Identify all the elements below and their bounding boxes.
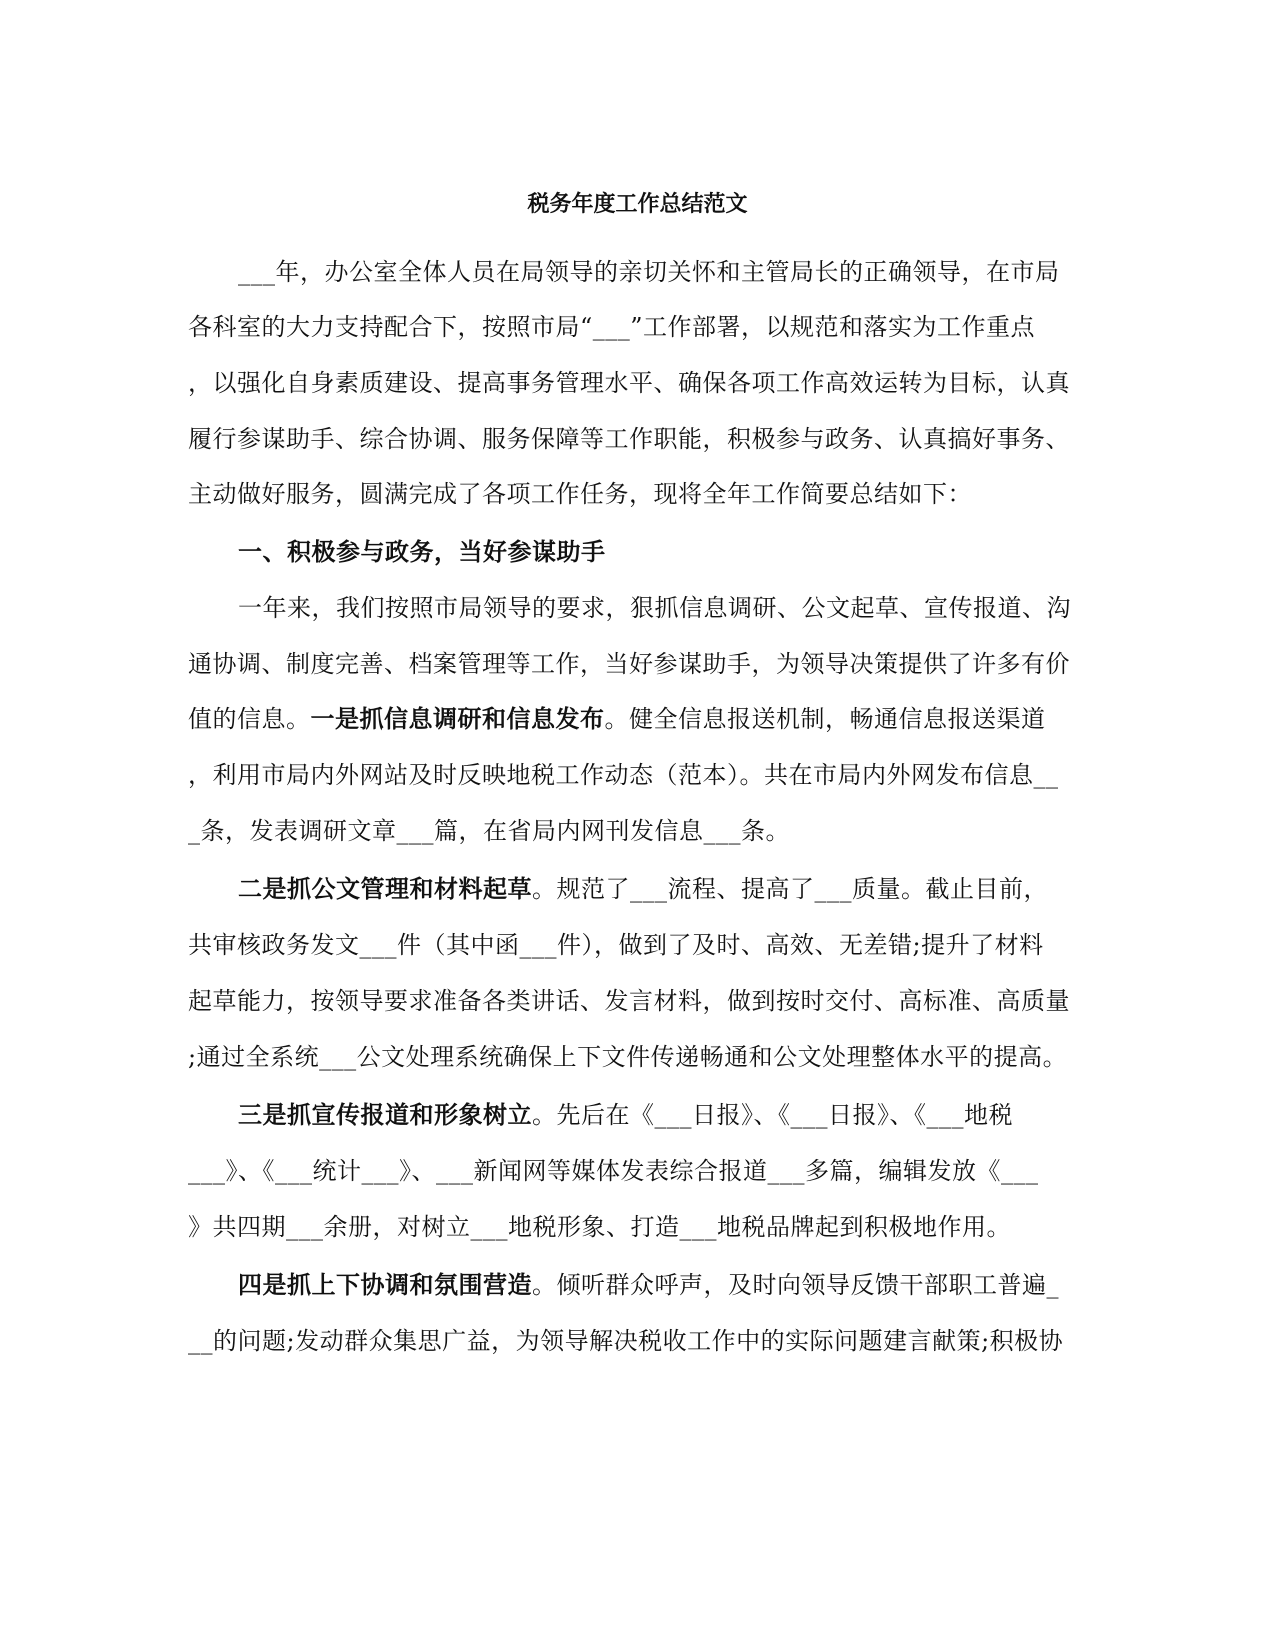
paragraph-line: 履行参谋助手、综合协调、服务保障等工作职能，积极参与政务、认真搞好事务、 [188,425,1070,453]
document-title: 税务年度工作总结范文 [527,191,748,217]
paragraph-line: 主动做好服务，圆满完成了各项工作任务，现将全年工作简要总结如下： [188,480,972,508]
item-heading: 三是抓宣传报道和形象树立 [238,1100,532,1129]
paragraph-line: 一年来，我们按照市局领导的要求，狠抓信息调研、公文起草、宣传报道、沟 [238,594,1071,622]
paragraph-text: 。规范了___流程、提高了___质量。截止目前， [532,875,1048,903]
paragraph-line: ___年，办公室全体人员在局领导的亲切关怀和主管局长的正确领导，在市局 [238,258,1060,286]
paragraph-line: 》共四期___余册，对树立___地税形象、打造___地税品牌起到积极地作用。 [188,1213,1011,1241]
paragraph-line: ___》、《___统计___》、___新闻网等媒体发表综合报道___多篇，编辑发放《___ [188,1157,1039,1185]
paragraph-line [238,873,1088,905]
paragraph-line [238,1269,1088,1301]
paragraph-line: 共审核政务发文___件（其中函___件），做到了及时、高效、无差错;提升了材料 [188,931,1044,959]
item-heading: 一是抓信息调研和信息发布 [310,704,605,733]
paragraph-line: 起草能力，按领导要求准备各类讲话、发言材料，做到按时交付、高标准、高质量 [188,987,1070,1015]
paragraph-line: 通协调、制度完善、档案管理等工作，当好参谋助手，为领导决策提供了许多有价 [188,650,1070,678]
paragraph-text: 值的信息。 [188,705,311,733]
paragraph-text: 。倾听群众呼声，及时向领导反馈干部职工普遍_ [532,1271,1059,1299]
paragraph-text: 。健全信息报送机制，畅通信息报送渠道 [604,705,1046,733]
item-heading: 四是抓上下协调和氛围营造 [238,1270,532,1299]
item-heading: 二是抓公文管理和材料起草 [238,874,532,903]
paragraph-line: ，利用市局内外网站及时反映地税工作动态（范本）。共在市局内外网发布信息__ [188,761,1059,789]
paragraph-line: ;通过全系统___公文处理系统确保上下文件传递畅通和公文处理整体水平的提高。 [188,1043,1068,1071]
paragraph-line: __的问题;发动群众集思广益，为领导解决税收工作中的实际问题建言献策;积极协 [188,1327,1064,1355]
paragraph-line: ，以强化自身素质建设、提高事务管理水平、确保各项工作高效运转为目标，认真 [188,369,1070,397]
paragraph-line: 各科室的大力支持配合下，按照市局“___”工作部署，以规范和落实为工作重点 [188,313,1036,341]
section-heading: 一、积极参与政务，当好参谋助手 [238,537,606,566]
paragraph-line [188,703,1088,735]
paragraph-line [238,1099,1088,1131]
paragraph-line: _条，发表调研文章___篇，在省局内网刊发信息___条。 [188,817,790,845]
paragraph-text: 。先后在《___日报》、《___日报》、《___地税 [532,1101,1013,1129]
